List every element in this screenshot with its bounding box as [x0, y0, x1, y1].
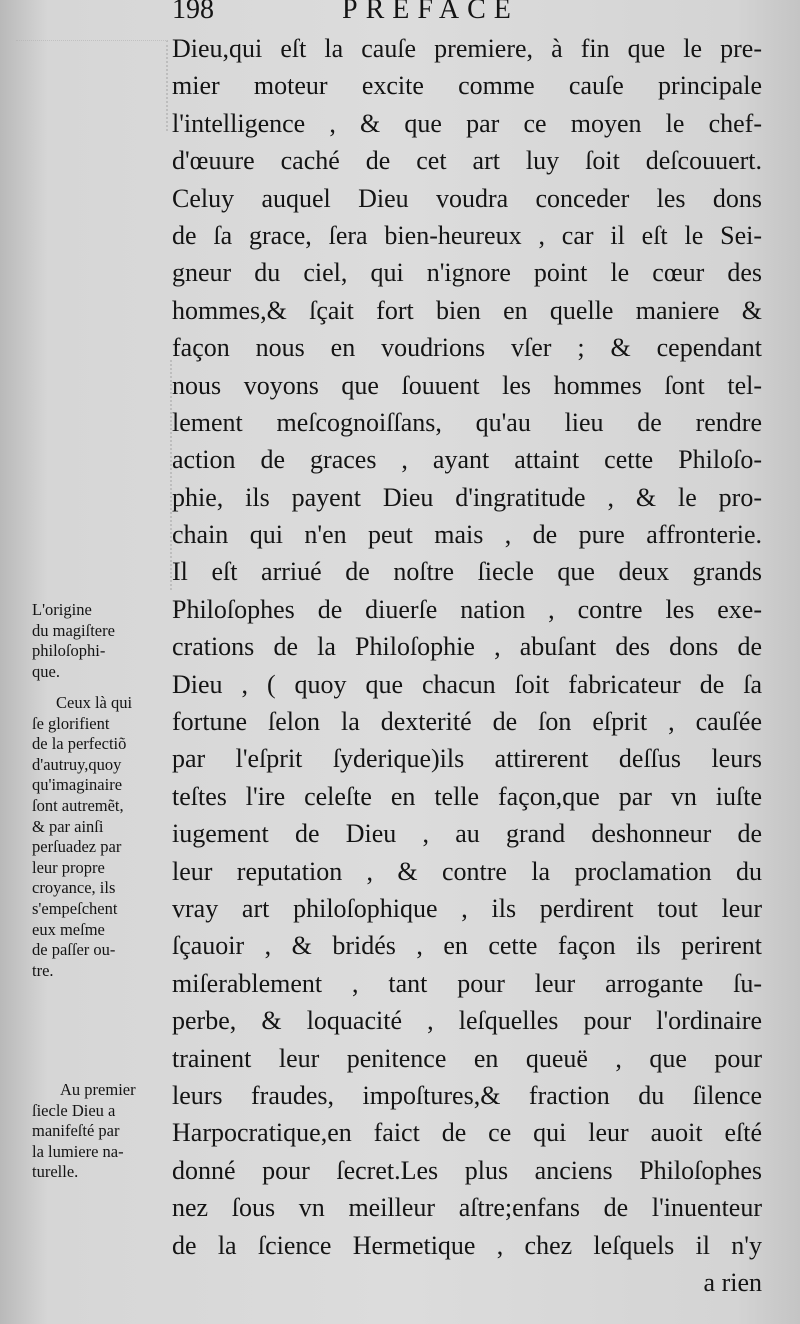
text-line: Harpocratique,en faict de ce qui leur auoit eſté	[172, 1118, 762, 1148]
text-line: trainent leur penitence en queuë , que pour	[172, 1043, 762, 1073]
text-line: nez ſous vn meilleur aſtre;enfans de l'inuenteur	[172, 1193, 762, 1223]
margin-note-ceux-la	[32, 693, 174, 981]
text-line: façon nous en voudrions vſer ; & cependant	[172, 333, 762, 363]
text-line: de la ſcience Hermetique , chez leſquels il n'y	[172, 1230, 762, 1260]
margin-note-line: la lumiere na-	[32, 1141, 124, 1161]
text-line: iugement de Dieu , au grand deshonneur de	[172, 819, 762, 849]
text-line: fortune ſelon la dexterité de ſon eſprit , cauſée	[172, 707, 762, 737]
text-line: teſtes l'ire celeſte en telle façon,que par vn iuſte	[172, 781, 762, 811]
margin-note-line: tre.	[32, 960, 54, 980]
margin-note-line: leur propre	[32, 857, 105, 877]
running-head: PREFACE	[342, 0, 519, 25]
text-line: mier moteur excite comme cauſe principale	[172, 71, 762, 101]
text-line: Dieu , ( quoy que chacun ſoit fabricateur de ſa	[172, 669, 762, 699]
margin-note-line: de la perfectiõ	[32, 734, 127, 754]
margin-note-line: qu'imaginaire	[32, 775, 123, 795]
margin-note-line: Au premier	[60, 1080, 136, 1099]
page-header	[172, 0, 800, 30]
text-line: d'œuure caché de cet art luy ſoit deſcouuert.	[172, 146, 762, 176]
margin-note-premier-siecle	[32, 1080, 174, 1183]
margin-note-line: ſe glorifient	[32, 713, 110, 733]
margin-note-line: eux meſme	[32, 919, 105, 939]
text-line: de ſa grace, ſera bien-heureux , car il eſt le Sei-	[172, 220, 762, 250]
text-line: phie, ils payent Dieu d'ingratitude , & le pro-	[172, 482, 762, 512]
margin-note-line: d'autruy,quoy	[32, 754, 122, 774]
text-line: ſçauoir , & bridés , en cette façon ils perirent	[172, 931, 762, 961]
margin-note-line: ſont autremẽt,	[32, 795, 124, 815]
text-line: Philoſophes de diuerſe nation , contre les exe-	[172, 594, 762, 624]
margin-note-origine	[32, 600, 174, 682]
text-line: action de graces , ayant attaint cette Philoſo-	[172, 445, 762, 475]
margin-note-line: s'empeſchent	[32, 898, 118, 918]
main-text-column	[172, 30, 762, 1301]
margin-note-line: perſuadez par	[32, 837, 122, 857]
margin-note-line: turelle.	[32, 1162, 79, 1182]
margin-note-line: croyance, ils	[32, 878, 116, 898]
text-line: gneur du ciel, qui n'ignore point le cœur des	[172, 258, 762, 288]
margin-note-line: philoſophi-	[32, 641, 106, 661]
text-line: leurs fraudes, impoſtures,& fraction du ſilence	[172, 1080, 762, 1110]
text-line: Dieu,qui eſt la cauſe premiere, à fin que le pre-	[172, 34, 762, 63]
text-line: donné pour ſecret.Les plus anciens Philoſophes	[172, 1155, 762, 1185]
text-line: hommes,& ſçait fort bien en quelle maniere &	[172, 295, 762, 325]
catchword-line: a rien	[703, 1267, 762, 1297]
text-line: leur reputation , & contre la proclamation du	[172, 856, 762, 886]
text-line: par l'eſprit ſyderique)ils attirerent deſſus leurs	[172, 744, 762, 774]
text-line: miſerablement , tant pour leur arrogante ſu-	[172, 968, 762, 998]
margin-note-line: du magiſtere	[32, 620, 115, 640]
text-line: vray art philoſophique , ils perdirent tout leur	[172, 893, 762, 923]
margin-note-line: ſiecle Dieu a	[32, 1100, 116, 1120]
text-line: perbe, & loquacité , leſquelles pour l'ordinaire	[172, 1006, 762, 1036]
text-line: nous voyons que ſouuent les hommes ſont tel-	[172, 370, 762, 400]
bleed-through-top	[16, 40, 168, 131]
bleed-through-middle	[40, 360, 172, 590]
margin-note-line: que.	[32, 661, 60, 681]
margin-note-line: manifeſté par	[32, 1121, 120, 1141]
text-line: Celuy auquel Dieu voudra conceder les dons	[172, 183, 762, 213]
text-line: l'intelligence , & que par ce moyen le chef-	[172, 108, 762, 138]
margin-note-line: de paſſer ou-	[32, 940, 116, 960]
text-line: chain qui n'en peut mais , de pure affronterie.	[172, 520, 762, 550]
page-number: 198	[172, 0, 214, 25]
text-line: Il eſt arriué de noſtre ſiecle que deux grands	[172, 557, 762, 587]
margin-note-line: & par ainſi	[32, 816, 104, 836]
margin-note-line: Ceux là qui	[56, 693, 133, 712]
text-line: lement meſcognoiſſans, qu'au lieu de rendre	[172, 407, 762, 437]
text-line: crations de la Philoſophie , abuſant des dons de	[172, 632, 762, 662]
margin-note-line: L'origine	[32, 600, 92, 619]
